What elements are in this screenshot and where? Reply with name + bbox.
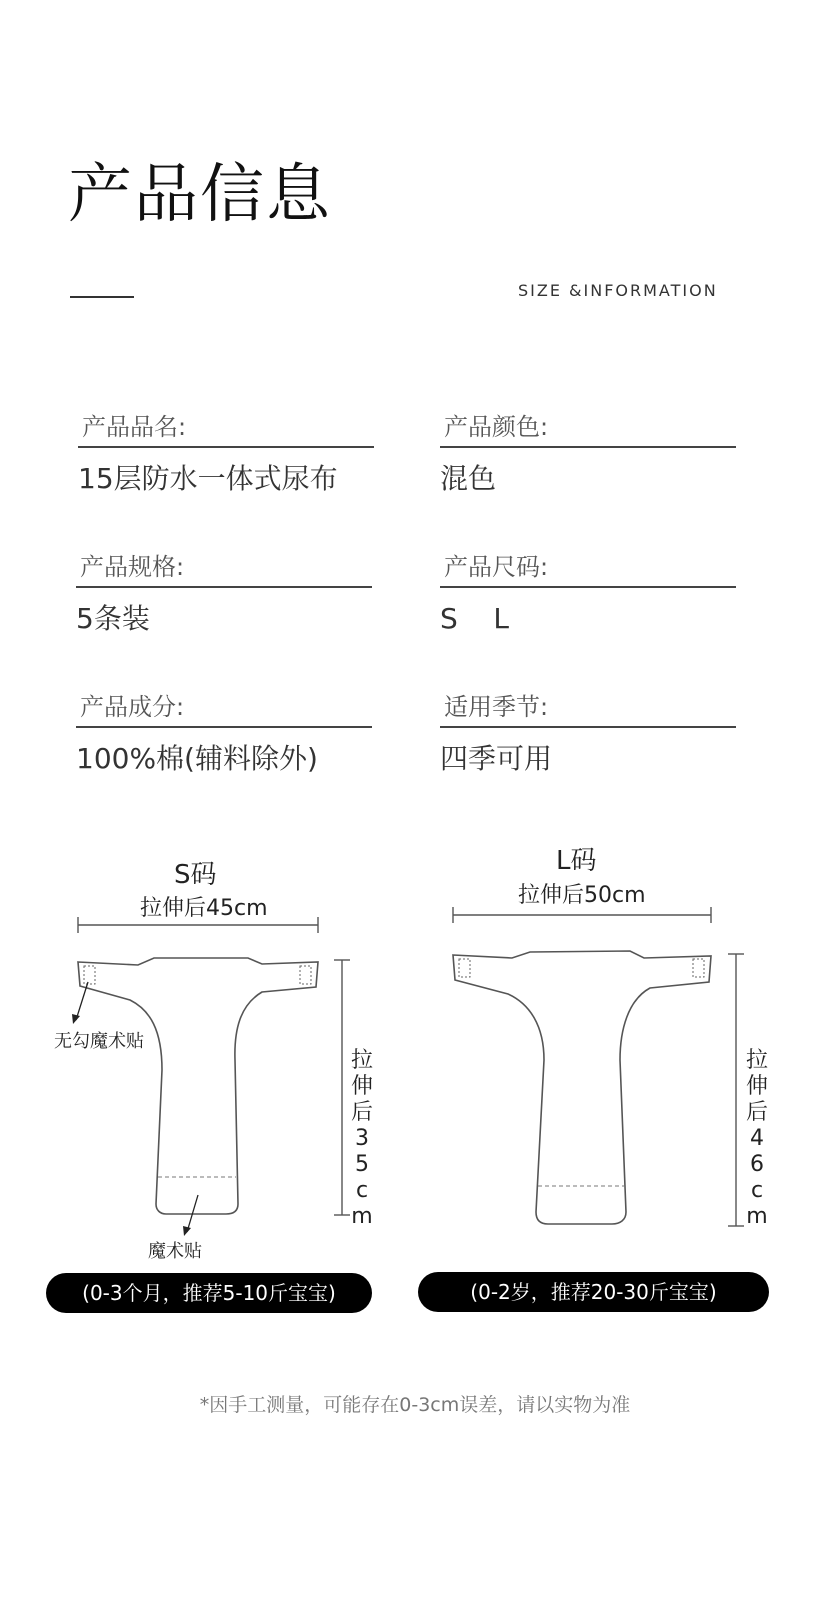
field-label: 产品尺码:	[444, 553, 549, 581]
field-label: 产品颜色:	[444, 413, 549, 441]
arrow-hookless	[76, 982, 88, 1020]
page-title: 产品信息	[68, 158, 332, 232]
arrowhead-hookless	[72, 1014, 80, 1024]
arrowhead-velcro	[183, 1226, 191, 1236]
diaper-l-outline	[453, 951, 711, 1224]
size-s-height-label: 拉伸后35cm	[350, 1048, 373, 1229]
field-value: 四季可用	[440, 742, 553, 775]
field-label: 产品规格:	[80, 553, 185, 581]
size-l-width-label: 拉伸后50cm	[518, 883, 646, 908]
size-l-range-badge: (0-2岁，推荐20-30斤宝宝)	[418, 1272, 769, 1312]
measurement-footnote: *因手工测量，可能存在0-3cm误差，请以实物为准	[199, 1394, 631, 1416]
field-value: S L	[440, 602, 509, 635]
size-s-range-badge: (0-3个月，推荐5-10斤宝宝)	[46, 1273, 372, 1313]
field-value: 15层防水一体式尿布	[78, 462, 338, 495]
note-hookless-velcro: 无勾魔术贴	[54, 1031, 144, 1052]
field-value: 100%棉(辅料除外)	[76, 742, 318, 775]
diaper-s-outline	[78, 958, 318, 1214]
page-subtitle: SIZE &INFORMATION	[518, 281, 718, 300]
field-label: 产品品名:	[82, 413, 187, 441]
field-label: 产品成分:	[80, 693, 185, 721]
size-s-title: S码	[174, 860, 217, 890]
field-value: 5条装	[76, 602, 150, 635]
size-l-height-label: 拉伸后46cm	[745, 1048, 768, 1229]
note-velcro: 魔术贴	[148, 1241, 202, 1262]
size-l-title: L码	[556, 846, 597, 876]
field-value: 混色	[440, 462, 497, 495]
field-label: 适用季节:	[444, 693, 549, 721]
size-s-width-label: 拉伸后45cm	[140, 896, 268, 921]
